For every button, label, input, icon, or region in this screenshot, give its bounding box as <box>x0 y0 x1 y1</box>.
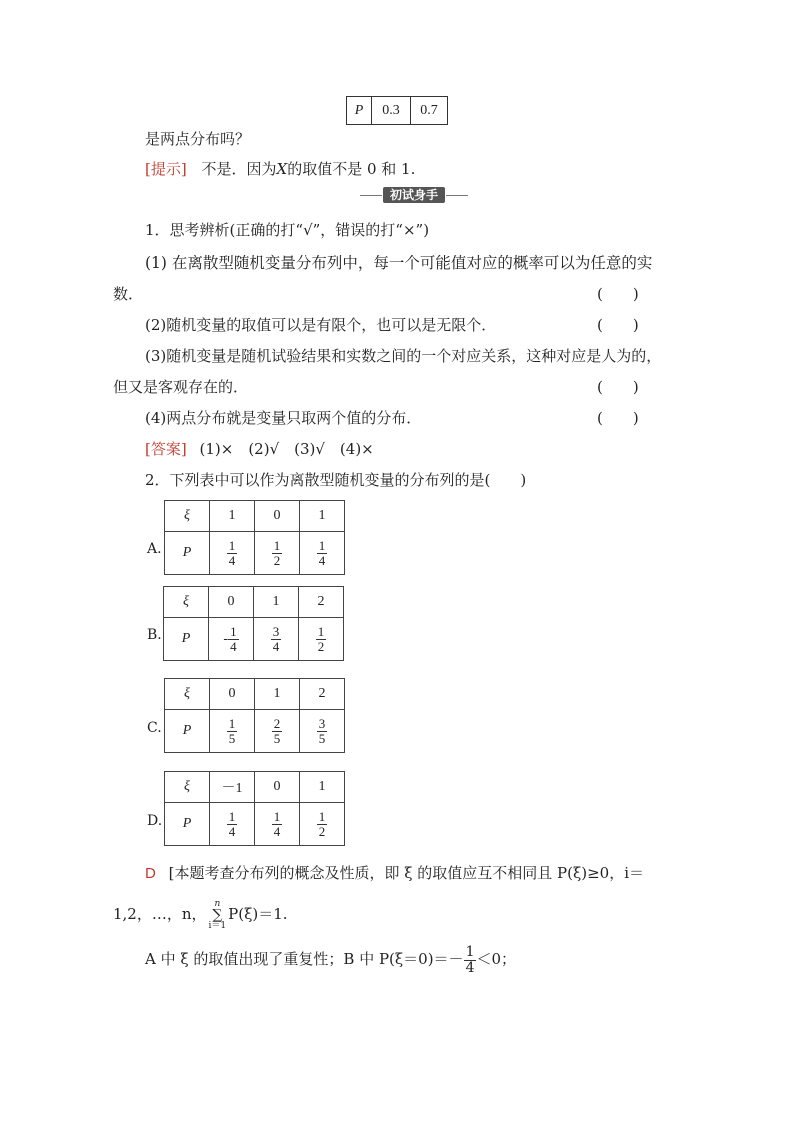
xi-label: ξ <box>165 501 210 532</box>
q1-item-3: (3)随机变量是随机试验结果和实数之间的一个对应关系，这种对应是人为的， <box>145 347 662 365</box>
hint-text-tail: 的取值不是 0 和 1. <box>287 160 416 178</box>
question-line: 是两点分布吗？ <box>145 130 251 148</box>
answer-blank: ( ) <box>597 316 639 334</box>
p-value: $\frac{1}{5}$ <box>210 710 255 753</box>
badge-rule-right <box>446 195 468 196</box>
answer-blank: ( ) <box>597 285 639 303</box>
solution-line-1 <box>145 862 644 883</box>
p-value: $\frac{1}{2}$ <box>300 803 345 846</box>
p-label: P <box>165 803 210 846</box>
hint-tag: [提示] <box>145 160 187 178</box>
table-cell: 0.3 <box>372 97 411 125</box>
q1-title: 1．思考辨析(正确的打“√”，错误的打“×”) <box>145 221 430 239</box>
hint-line <box>145 158 415 179</box>
q1-item-4: (4)两点分布就是变量只取两个值的分布． <box>145 409 422 427</box>
option-d-table <box>164 771 345 846</box>
p-label: P <box>164 618 209 661</box>
p-value: - $\frac{1}{4}$ <box>209 618 254 661</box>
xi-label: ξ <box>165 679 210 710</box>
p-value: $\frac{1}{4}$ <box>210 803 255 846</box>
answer-blank: ( ) <box>597 409 639 427</box>
xi-value: 2 <box>300 679 345 710</box>
xi-value: 2 <box>299 587 344 618</box>
table-cell: 0.7 <box>411 97 448 125</box>
option-c-table <box>164 678 345 753</box>
solution-line-3: A 中 ξ 的取值出现了重复性；B 中 P(ξ＝0)＝－ $\frac{1}{4}$ ＜0； <box>145 944 517 976</box>
section-badge: 初试身手 <box>383 187 445 203</box>
p-value: $\frac{1}{4}$ <box>210 532 255 575</box>
p-value: $\frac{1}{2}$ <box>299 618 344 661</box>
answer-tag: [答案] <box>145 440 187 458</box>
sum-lower: i＝1 <box>208 920 227 931</box>
option-b-table <box>163 586 344 661</box>
xi-value: 1 <box>300 501 345 532</box>
summation <box>209 900 227 930</box>
xi-value: －1 <box>210 772 255 803</box>
xi-value: 0 <box>255 772 300 803</box>
table-label: P <box>347 97 372 125</box>
xi-value: 0 <box>209 587 254 618</box>
xi-value: 1 <box>255 679 300 710</box>
xi-value: 0 <box>255 501 300 532</box>
answer-blank: ( ) <box>597 378 639 396</box>
q1-item-1: (1) 在离散型随机变量分布列中，每一个可能值对应的概率可以为任意的实 <box>145 254 653 272</box>
p-label: P <box>165 532 210 575</box>
option-a-label: A. <box>147 541 162 557</box>
solution-text: 1,2，…，n， <box>113 905 207 924</box>
two-point-table <box>346 96 448 125</box>
option-a-table <box>164 500 345 575</box>
p-value: $\frac{1}{4}$ <box>300 532 345 575</box>
solution-line-2 <box>113 900 288 930</box>
xi-label: ξ <box>164 587 209 618</box>
hint-var: X <box>276 160 288 178</box>
q1-item-2: (2)随机变量的取值可以是有限个，也可以是无限个． <box>145 316 497 334</box>
p-value: $\frac{2}{5}$ <box>255 710 300 753</box>
xi-label: ξ <box>165 772 210 803</box>
xi-value: 1 <box>210 501 255 532</box>
q1-answer <box>145 438 374 459</box>
hint-text: 不是．因为 <box>201 160 277 178</box>
xi-value: 1 <box>300 772 345 803</box>
badge-rule-left <box>360 195 382 196</box>
solution-text: ＜0； <box>476 950 517 969</box>
xi-value: 0 <box>210 679 255 710</box>
p-value: $\frac{3}{4}$ <box>254 618 299 661</box>
option-c-label: C. <box>147 720 162 736</box>
p-value: $\frac{1}{2}$ <box>255 532 300 575</box>
solution-text: A 中 ξ 的取值出现了重复性；B 中 P(ξ＝0)＝－ <box>145 950 464 969</box>
solution-answer: D <box>145 865 156 882</box>
sum-sign: ∑ <box>212 906 223 923</box>
q1-item-1-cont: 数． <box>113 285 144 303</box>
answer-text: (1)× (2)√ (3)√ (4)× <box>199 440 374 458</box>
option-b-label: B. <box>147 627 162 643</box>
p-label: P <box>165 710 210 753</box>
p-value: $\frac{1}{4}$ <box>255 803 300 846</box>
sum-upper: n <box>214 899 221 909</box>
q1-item-3-cont: 但又是客观存在的． <box>113 378 249 396</box>
p-value: $\frac{3}{5}$ <box>300 710 345 753</box>
xi-value: 1 <box>254 587 299 618</box>
solution-text: [本题考查分布列的概念及性质，即 ξ 的取值应互不相同且 P(ξ)≥0，i＝ <box>168 864 645 882</box>
option-d-label: D. <box>147 813 163 829</box>
q2-title: 2．下列表中可以作为离散型随机变量的分布列的是( ) <box>145 471 527 489</box>
solution-text: P(ξ)＝1. <box>228 905 288 924</box>
